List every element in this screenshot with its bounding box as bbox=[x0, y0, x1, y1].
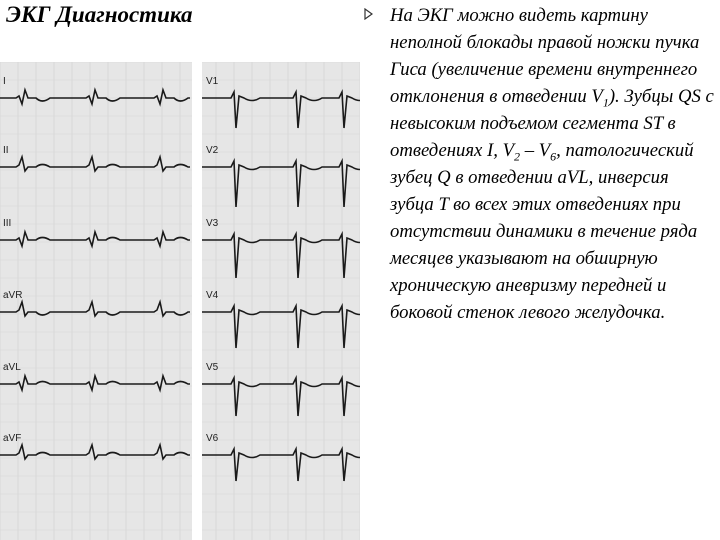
ecg-trace-right bbox=[202, 161, 360, 207]
ecg-lead-label: V5 bbox=[206, 362, 219, 373]
ecg-lead-label: V2 bbox=[206, 145, 219, 156]
slide-title: ЭКГ Диагностика bbox=[6, 2, 193, 27]
ecg-image bbox=[0, 62, 360, 540]
ecg-lead-label: V3 bbox=[206, 218, 219, 229]
ecg-lead-label: V4 bbox=[206, 290, 219, 301]
ecg-lead-label: aVF bbox=[3, 433, 22, 444]
ecg-trace-right bbox=[202, 306, 360, 348]
text-part-4: , патологический зубец Q в отведении aVL, инверсия зубца T во всех этих отведениях при отсутствии динамики в течение ряда месяцев указывают на обширную хроническую аневризму передней и боковой стенок левого желудочка. bbox=[390, 140, 698, 323]
ecg-lead-label: aVL bbox=[3, 362, 21, 373]
text-sub-1: 1 bbox=[602, 95, 609, 110]
text-sub-3: 6 bbox=[550, 149, 557, 164]
text-part-2: ). Зубцы QS с невысоким подъемом сегмента ST в отведениях I, V bbox=[390, 86, 714, 161]
ecg-trace-left bbox=[0, 445, 190, 459]
ecg-trace-left bbox=[0, 90, 190, 104]
ecg-trace-left bbox=[0, 157, 190, 171]
ecg-trace-right bbox=[202, 92, 360, 128]
ecg-trace-left bbox=[0, 376, 190, 390]
ecg-lead-label: V1 bbox=[206, 76, 219, 87]
text-sub-2: 2 bbox=[514, 149, 521, 164]
ecg-lead-label: V6 bbox=[206, 433, 219, 444]
ecg-lead-label: II bbox=[3, 145, 9, 156]
ecg-trace-right bbox=[202, 234, 360, 278]
ecg-lead-label: aVR bbox=[3, 290, 23, 301]
ecg-lead-label: I bbox=[3, 76, 6, 87]
ecg-trace-left bbox=[0, 232, 190, 246]
ecg-trace-right bbox=[202, 378, 360, 416]
text-part-3: – V bbox=[520, 140, 551, 161]
triangle-bullet-icon bbox=[364, 8, 374, 22]
ecg-lead-label: III bbox=[3, 218, 12, 229]
slide-body-text bbox=[390, 2, 715, 326]
text-part-1: На ЭКГ можно видеть картину неполной блокады правой ножки пучка Гиса (увеличение времени внутреннего отклонения в отведении V bbox=[390, 5, 700, 107]
ecg-column-divider bbox=[192, 62, 202, 540]
